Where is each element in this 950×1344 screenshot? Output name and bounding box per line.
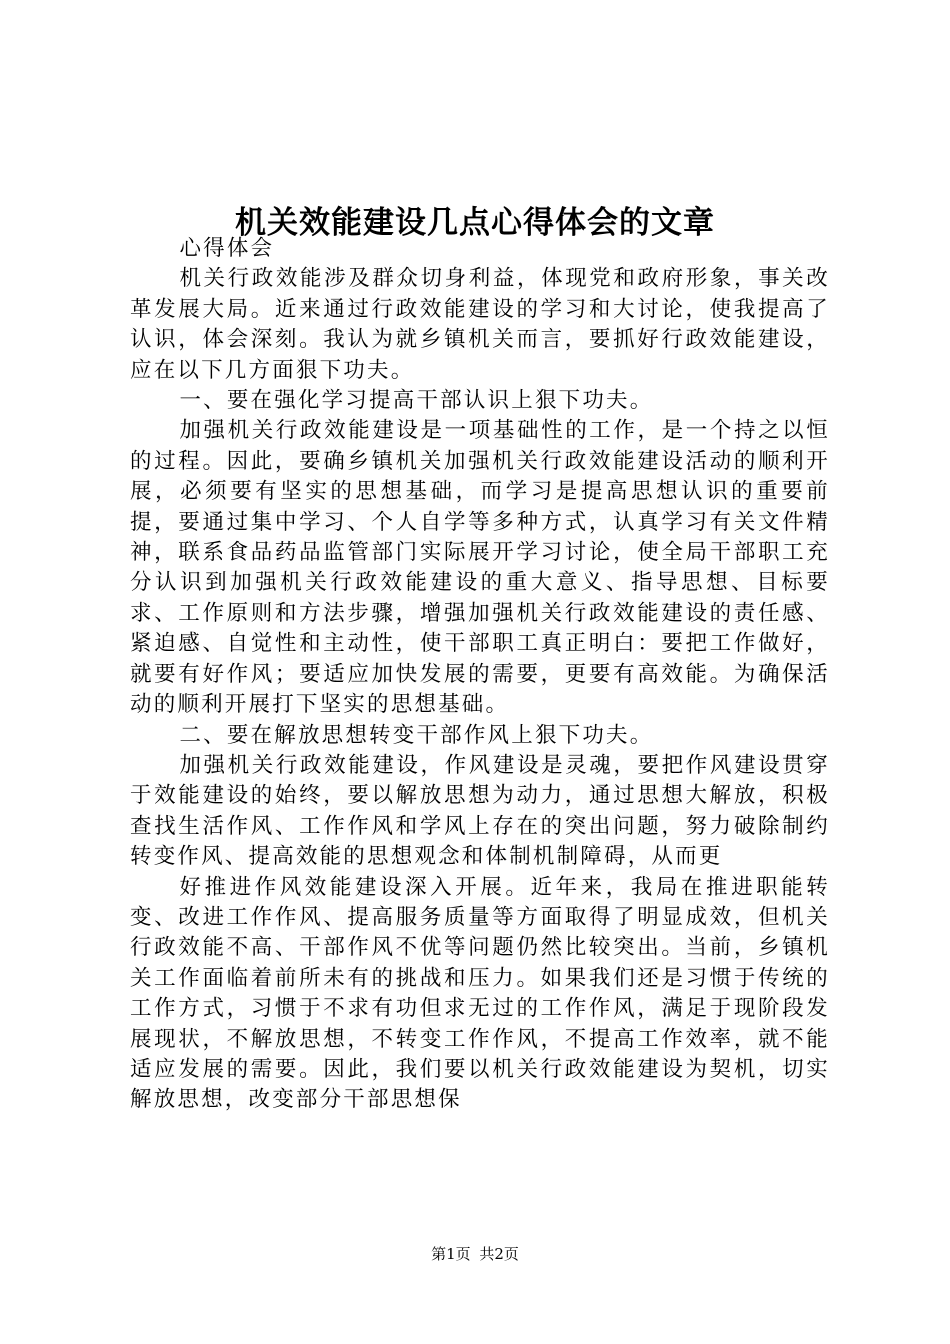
page-footer	[0, 1244, 950, 1264]
paragraph-section-2b: 好推进作风效能建设深入开展。近年来，我局在推进职能转变、改进工作作风、提高服务质量等方面取得了明显成效，但机关行政效能不高、干部作风不优等问题仍然比较突出。当前，乡镇机关工作面临着前所未有的挑战和压力。如果我们还是习惯于传统的工作方式，习惯于不求有功但求无过的工作作风，满足于现阶段发展现状，不解放思想，不转变工作作风，不提高工作效率，就不能适应发展的需要。因此，我们要以机关行政效能建设为契机，切实解放思想，改变部分干部思想保	[130, 874, 830, 1113]
paragraph-intro: 机关行政效能涉及群众切身利益，体现党和政府形象，事关改革发展大局。近来通过行政效能建设的学习和大讨论，使我提高了认识，体会深刻。我认为就乡镇机关而言，要抓好行政效能建设，应在以下几方面狠下功夫。	[130, 266, 830, 383]
paragraph-heading-xinde: 心得体会	[179, 236, 275, 261]
paragraph-section-1: 加强机关行政效能建设是一项基础性的工作，是一个持之以恒的过程。因此，要确乡镇机关加强机关行政效能建设活动的顺利开展，必须要有坚实的思想基础，而学习是提高思想认识的重要前提，要通过集中学习、个人自学等多种方式，认真学习有关文件精神，联系食品药品监管部门实际展开学习讨论，使全局干部职工充分认识到加强机关行政效能建设的重大意义、指导思想、目标要求、工作原则和方法步骤，增强加强机关行政效能建设的责任感、紧迫感、自觉性和主动性，使干部职工真正明白：要把工作做好，就要有好作风；要适应加快发展的需要，更要有高效能。为确保活动的顺利开展打下坚实的思想基础。	[130, 418, 830, 718]
section-heading-1: 一、要在强化学习提高干部认识上狠下功夫。	[179, 388, 654, 414]
document-title: 机关效能建设几点心得体会的文章	[235, 204, 715, 241]
section-heading-2: 二、要在解放思想转变干部作风上狠下功夫。	[179, 722, 654, 748]
paragraph-section-2a: 加强机关行政效能建设，作风建设是灵魂，要把作风建设贯穿于效能建设的始终，要以解放思想为动力，通过思想大解放，积极查找生活作风、工作作风和学风上存在的突出问题，努力破除制约转变作风、提高效能的思想观念和体制机制障碍，从而更	[130, 752, 830, 870]
document-body	[130, 234, 830, 1116]
page-total: 共2页	[479, 1245, 519, 1263]
page-number: 第1页	[431, 1245, 471, 1263]
